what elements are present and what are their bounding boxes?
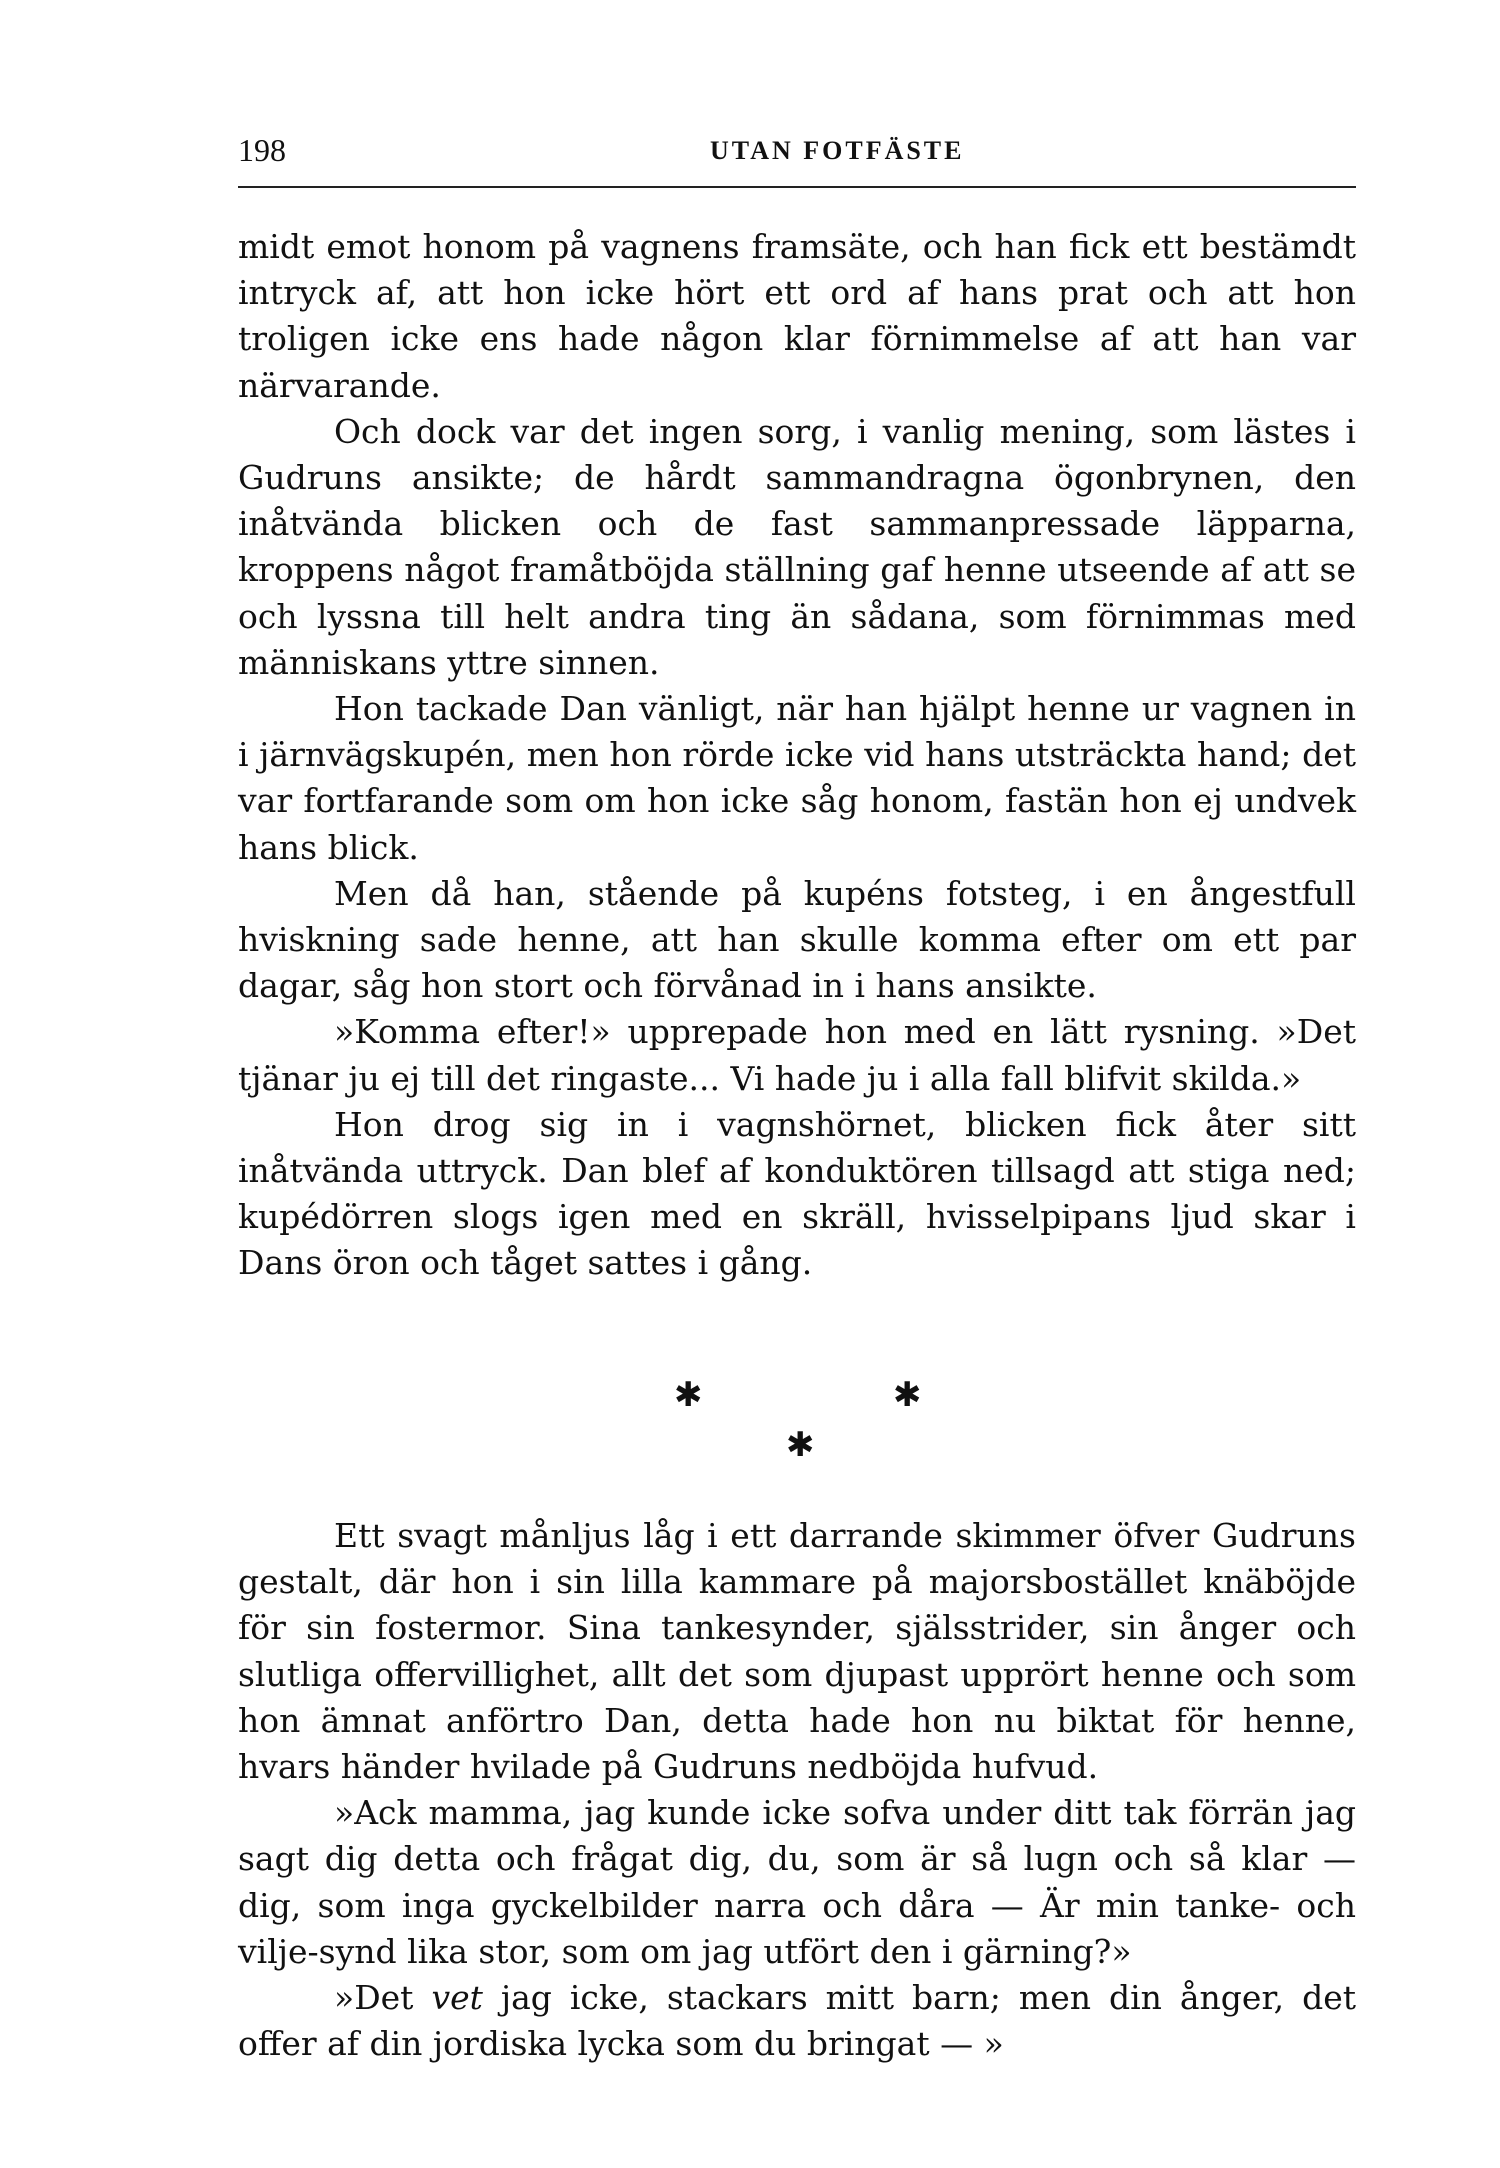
paragraph: »Komma efter!» upprepade hon med en lätt rysning. »Det tjänar ju ej till det ringaste... Vi hade ju i alla fall blifvit skilda.»: [238, 1012, 1356, 1098]
text-block-bottom: [238, 1513, 1356, 2067]
asterism-star: ✱: [893, 1375, 922, 1415]
paragraph: Hon drog sig in i vagnshörnet, blicken fick åter sitt inåtvända uttryck. Dan blef af konduktören tillsagd att stiga ned; kupédörren slogs igen med en skräll, hvisselpipans ljud skar i Dans öron och tåget sattes i gång.: [238, 1104, 1356, 1283]
page-number: 198: [238, 132, 286, 168]
italic-text-run: vet: [431, 1978, 483, 2018]
paragraph: Ett svagt månljus låg i ett darrande skimmer öfver Gudruns gestalt, där hon i sin lilla kammare på majorsbostället knäböjde för sin fostermor. Sina tankesynder, själsstrider, sin ånger och slutliga offervillighet, allt det som djupast upprört henne och som hon ämnat anförtro Dan, detta hade hon nu biktat för henne, hvars händer hvilade på Gudruns nedböjda hufvud.: [238, 1516, 1356, 1787]
paragraph-final: [238, 1975, 1356, 2067]
text-run: »Det: [334, 1978, 432, 2018]
paragraph: Men då han, stående på kupéns fotsteg, i en ångestfull hviskning sade henne, att han skulle komma efter om ett par dagar, såg hon stort och förvånad in i hans ansikte.: [238, 873, 1356, 1006]
text-block-top: [238, 224, 1356, 1287]
paragraph: Och dock var det ingen sorg, i vanlig mening, som lästes i Gudruns ansikte; de hårdt sammandragna ögonbrynen, den inåtvända blicken och de fast sammanpressade läpparna, kroppens något framåtböjda ställning gaf henne utseende af att se och lyssna till helt andra ting än sådana, som förnimmas med människans yttre sinnen.: [238, 411, 1356, 682]
asterism-star: ✱: [786, 1425, 815, 1465]
paragraph-continued: midt emot honom på vagnens framsäte, och han fick ett bestämdt intryck af, att hon icke hört ett ord af hans prat och att hon troligen icke ens hade någon klar förnimmelse af att han var närvarande.: [238, 227, 1356, 405]
text-run: jag icke, stackars mitt barn; men din ånger, det offer af din jordiska lycka som du bringat — »: [238, 1978, 1356, 2064]
paragraph: »Ack mamma, jag kunde icke sofva under ditt tak förrän jag sagt dig detta och frågat dig, du, som är så lugn och så klar — dig, som inga gyckelbilder narra och dåra — Är min tanke- och vilje-synd lika stor, som om jag utfört den i gärning?»: [238, 1793, 1356, 1971]
running-title: UTAN FOTFÄSTE: [710, 136, 965, 165]
asterism-star: ✱: [674, 1375, 703, 1415]
paragraph: Hon tackade Dan vänligt, när han hjälpt henne ur vagnen in i järnvägskupén, men hon rörde icke vid hans utsträckta hand; det var fortfarande som om hon icke såg honom, fastän hon ej undvek hans blick.: [238, 689, 1356, 867]
